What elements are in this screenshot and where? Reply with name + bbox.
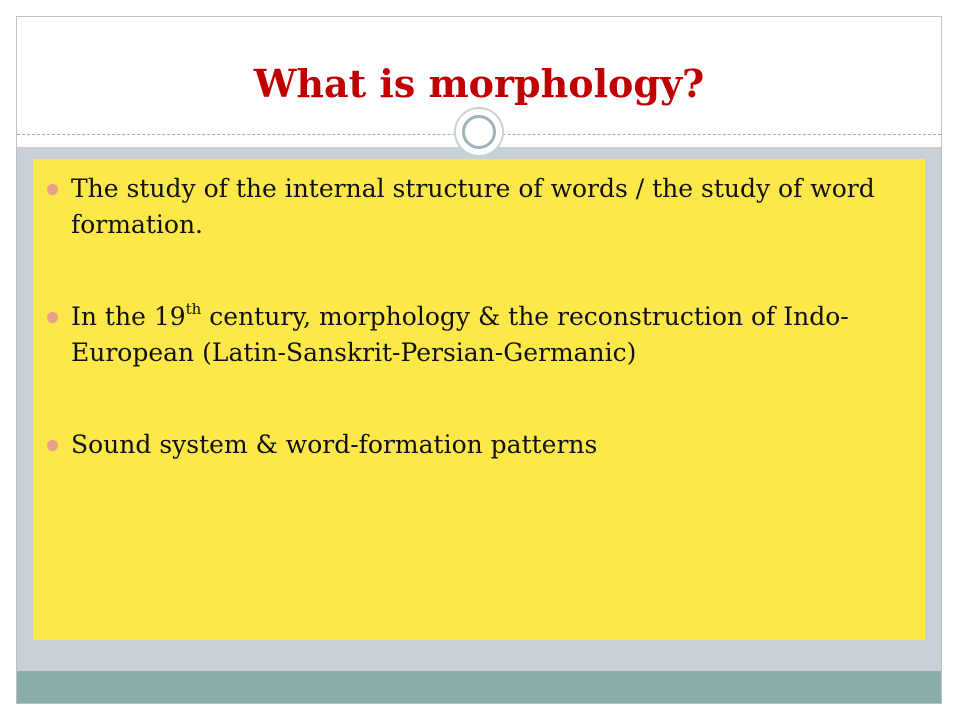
bullet-text-2-before: In the 19 bbox=[71, 302, 186, 331]
spacer bbox=[33, 243, 925, 299]
circle-ornament-icon bbox=[454, 107, 504, 157]
bullet-icon bbox=[47, 184, 58, 195]
bullet-text-2-after: century, morphology & the reconstruction of Indo-European (Latin-Sanskrit-Persian-Germanic) bbox=[71, 302, 849, 367]
content-box bbox=[33, 159, 925, 640]
slide bbox=[16, 16, 942, 704]
bullet-icon bbox=[47, 312, 58, 323]
bullet-item-3 bbox=[33, 427, 925, 463]
bullet-list bbox=[33, 171, 925, 463]
bullet-text-2-superscript: th bbox=[185, 299, 202, 318]
bullet-text-3: Sound system & word-formation patterns bbox=[71, 430, 598, 459]
slide-title: What is morphology? bbox=[253, 61, 705, 106]
bullet-item-2 bbox=[33, 299, 925, 371]
bullet-item-1 bbox=[33, 171, 925, 243]
bullet-text-1: The study of the internal structure of words / the study of word formation. bbox=[71, 174, 875, 239]
spacer bbox=[33, 371, 925, 427]
bullet-icon bbox=[47, 440, 58, 451]
footer-band bbox=[17, 671, 941, 704]
